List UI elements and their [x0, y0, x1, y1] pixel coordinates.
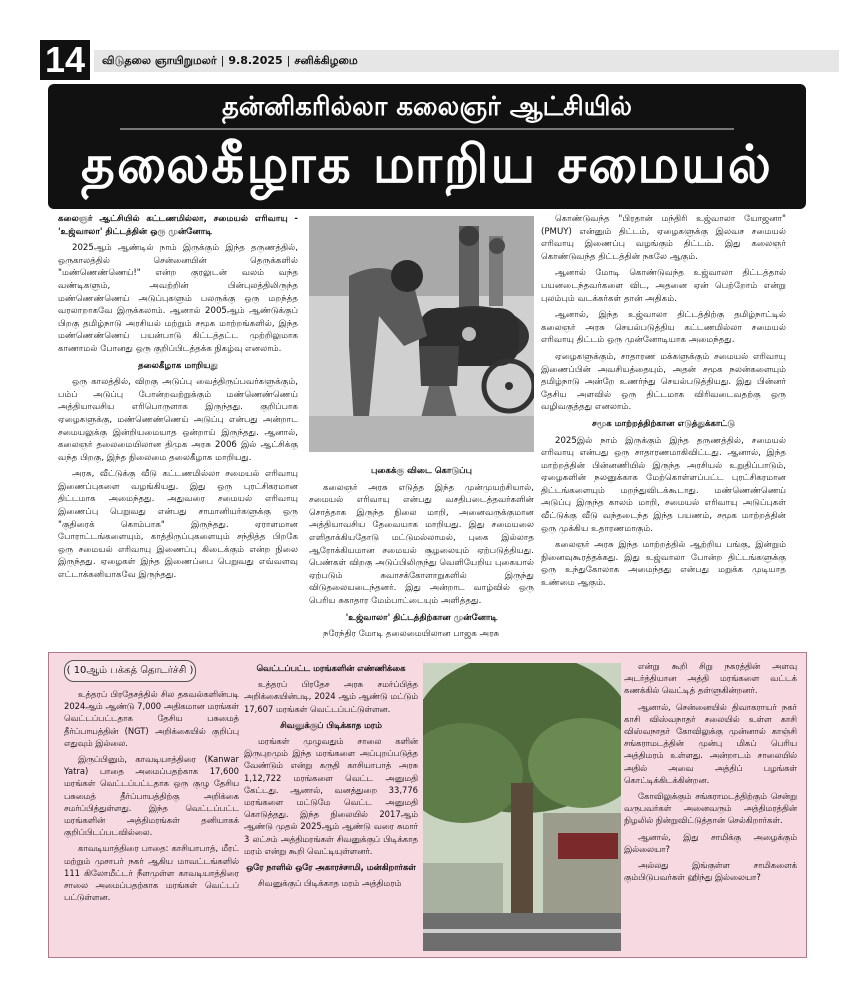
- article-column-1: [58, 213, 298, 683]
- main-headline: தலைகீழாக மாறிய சமையல்: [81, 135, 773, 195]
- body-paragraph: ஆனால், இது சாமிக்கு அழைக்கும் இல்லையா?: [624, 831, 797, 854]
- body-paragraph: காவடியாத்திரை பாதை: காசியாபாத், மீரட் மற்றும் முசாபர் நகர் ஆகிய மாவட்டங்களில் 111 கிலோமீட்டர் நீளமுள்ள காவடியாத்திரை சாலை அமைப்பதற்காக மரங்கள் வெட்டப் பட்டுள்ளன.: [64, 843, 239, 903]
- body-paragraph: அல்லது இங்குள்ள சாமிகளைக் கும்பிடுபவர்கள் ஹிந்து இல்லையா?: [624, 860, 797, 883]
- lead-paragraph: கலைஞர் ஆட்சியில் கட்டணமில்லா, சமையல் எரிவாயு - 'உஜ்வாலா' திட்டத்தின் ஒரு முன்னோடி: [58, 214, 298, 237]
- body-paragraph: ஆனால், இந்த உஜ்வாலா திட்டத்திற்கு தமிழ்நாட்டில் கலைஞர் அரசு செயல்படுத்திய கட்டணமில்லா சமையல் எரிவாயு திட்டம் ஒரு முன்னோடியாக அமைந்தது.: [541, 310, 786, 346]
- body-paragraph: கொண்டுவந்த "பிரதான் மந்திரி உஜ்வாலா யோஜனா" (PMUY) என்னும் திட்டம், ஏழைகளுக்கு இலவச சமையல் எரிவாயு இணைப்பு வழங்கும் திட்டம். இது கலைஞர் கொண்டுவந்த திட்டத்தின் நகலே ஆகும்.: [541, 214, 786, 262]
- subheading: வெட்டப்பட்ட மரங்களின் எண்ணிக்கை: [256, 663, 406, 673]
- body-paragraph: என்று கூறி சிறு நகரத்தின் அளவு அடர்த்தியான அத்தி மரங்களை வட்டக் கணக்கில் வெட்டித் தள்ளுகின்றனர்.: [624, 661, 797, 696]
- body-paragraph: ஆனால், சென்னையில் திவாகராயர் நகர் காசி விஸ்வநாதர் சலையில் உள்ள காசி விஸ்வநாதர் கோவிலுக்கு முன்னால் காஞ்சி சங்கராமடத்தின் முன்பு மிகப் பெரிய அத்திமரம் உள்ளது. அன்றாடம் சாலையில் அதில் அவை அத்திப் பழங்கள் கொட்டிக்கிடக்கின்றன.: [624, 701, 797, 785]
- article-column-3: [541, 213, 786, 683]
- subheading: சமூக மாற்றத்திற்கான எடுத்துக்காட்டு: [591, 418, 736, 429]
- subheading: ஒரே நாளில் ஒரே அகாரச்சாமி, மன்கிறார்கள்: [246, 862, 416, 873]
- fig-tree-street-photo: [423, 663, 621, 951]
- subheading: புகைக்கு விடை கொடுப்பு: [371, 466, 472, 476]
- kerosene-cart-illustration: [309, 216, 534, 452]
- banner-divider: [120, 128, 734, 130]
- page-number: 14: [40, 40, 90, 80]
- issue-date: 9.8.2025: [228, 54, 283, 67]
- body-paragraph: உத்தரப் பிரதேசத்தில் சில தகவல்களின்படி 2024ஆம் ஆண்டு 7,000 அதிகமான மரங்கள் வெட்டப்பட்டதாக தேசிய பசுமைத் தீர்ப்பாயத்தின் (NGT) அறிக்கையில் குறிப்பு எதுவும் இல்லை.: [64, 689, 239, 748]
- continuation-column-2: [244, 660, 418, 956]
- subheading: சிவனுக்குப் பிடிக்காத மரம்: [280, 719, 382, 730]
- body-paragraph: நரேந்திர மோடி தலைமையிலான பாஜக அரசு: [323, 629, 500, 640]
- body-paragraph: கலைஞர் அரசு எடுத்த இந்த முன்முயற்சியால், சமையல் எரிவாயு என்பது வசதிபடைத்தவர்களின் சொத்தாக இருந்த நிலை மாறி, அனைவருக்குமான அத்தியாவசிய தேவையாக மாறியது. இது சமையலை எளிதாக்கியதோடு மட்டுமல்லாமல், புகை இல்லாத ஆரோக்கியமான சமையல் சூழலையும் ஏற்படுத்தியது. பெண்கள் விறகு அடுப்பிலிருந்து வெளியேறிய புகையால் ஏற்படும் சுவாசக்கோளாறுகளில் இருந்து விடுதலையடைந்தனர். இது அன்றாட வாழ்வில் ஒரு பெரிய சுகாதார மேம்பாட்டையும் அளித்தது.: [309, 482, 534, 606]
- subheading: 'உஜ்வாலா' திட்டத்திற்கான முன்னோடி: [345, 612, 498, 623]
- article-column-2: [309, 463, 534, 683]
- body-paragraph: ஆனால் மோடி கொண்டுவந்த உஜ்வாலா திட்டத்தால் பயனடைந்தவர்களை விட, அதனை ஏன் பெற்றோம் என்று புலம்பும் வடக்கர்கள் தான் அதிகம்.: [541, 268, 786, 304]
- continuation-column-1: [64, 688, 239, 956]
- body-paragraph: ஏழைகளுக்கும், சாதாரண மக்களுக்கும் சமையல் எரிவாயு இணைப்பின் அவசியத்தையும், அதன் சமூக நலன்களையும் தமிழ்நாடு அன்றே உணர்ந்து செயல்படுத்தியது. இது பின்னர் தேசிய அளவில் ஒரு திட்டமாக விரிவடைவதற்கு ஒரு வழிவகுத்தது எனலாம்.: [541, 351, 786, 413]
- body-paragraph: 2025இல் நாம் இருக்கும் இந்த தருணத்தில், சமையல் எரிவாயு என்பது ஒரு சாதாரணமாகிவிட்டது. ஆனால், இந்த மாற்றத்தின் பின்னணியில் இருந்த அரசியல் உறுதிப்பாடும், ஏழைகளின் நலனுக்காக மேற்கொள்ளப்பட்ட புரட்சிகரமான திட்டங்களையும் மறந்துவிடக்கூடாது. மண்ணெண்ணெய் அடுப்பு இருந்த காலம் மாறி, சமையல் எரிவாயு அடுப்புகள் வீட்டுக்கு வீடு வந்தடைந்த இந்த பயணம், சமூக மாற்றத்தின் ஒரு முக்கிய உதாரணமாகும்.: [541, 435, 786, 534]
- body-paragraph: அரசு, வீட்டுக்கு வீடு கட்டணமில்லா சமையல் எரிவாயு இணைப்புகளை வழங்கியது. இது ஒரு புரட்சிகரமான திட்டமாக அமைந்தது. அதுவரை சமையல் எரிவாயு இணைப்பு பெறுவது என்பது சாமானியர்களுக்கு ஒரு "குதிரைக் கொம்பாக" இருந்தது. ஏராளமான போராட்டங்களையும், காத்திருப்புகளையும் சந்தித்த பிறகே ஒரு சமையல் எரிவாயு இணைப்பு கிடைக்கும் என்ற நிலை இருந்தது. ஏழைகள் இந்த இணைப்பை பெறுவது எவ்வளவு எட்டாக்கனியாகவே இருந்தது.: [58, 469, 298, 581]
- continued-from-label: ( 10ஆம் பக்கத் தொடர்ச்சி ): [64, 660, 196, 682]
- body-paragraph: சிவனுக்குப் பிடிக்காத மரம் அத்திமரம்: [258, 878, 402, 889]
- subheading: தலைகீழாக மாறியது: [138, 360, 218, 371]
- page-header-strip: விடுதலை ஞாயிறுமலர் | 9.8.2025 | சனிக்கிழமை: [94, 50, 839, 72]
- body-paragraph: உத்தரப் பிரதேச அரசு சமர்ப்பித்த அறிக்கையின்படி, 2024 ஆம் ஆண்டு மட்டும் 17,607 மரங்கள் வெட்டப்பட்டுள்ளன.: [244, 679, 418, 714]
- body-paragraph: கலைஞர் அரசு இந்த மாற்றத்தில் ஆற்றிய பங்கு, இன்றும் நினைவுகூரத்தக்கது. இது உஜ்வாலா போன்ற திட்டங்களுக்கு ஒரு உந்துகோலாக அமைந்தது என்பது மறுக்க முடியாத உண்மை ஆகும்.: [541, 540, 786, 589]
- body-paragraph: கோவிலுக்கும் சங்கராமடத்திற்கும் சென்று வருபவர்கள் அனைவரும் அத்திமரத்தின் நிழலில் நின்றுவிட்டுத்தான் செல்கிறார்கள்.: [624, 791, 797, 826]
- body-paragraph: ஒரு காலத்தில், விறகு அடுப்பு வைத்திருப்பவர்களுக்கும், பம்ப் அடுப்பு போன்றவற்றுக்கும் மண்ணெண்ணெய் அத்தியாவசிய எரிபொருளாக இருந்தது. குறிப்பாக ஏழைகளுக்கு, மண்ணெண்ணெய் அடுப்பு என்பது அன்றாட சமையலுக்கு இன்றியமையாத ஒன்றாய் இருந்தது. ஆனால், கலைஞர் தலைமையிலான திமுக அரசு 2006 இல் ஆட்சிக்கு வந்த பிறகு, இந்த நிலைமை தலைகீழாக மாறியது.: [58, 377, 298, 463]
- body-paragraph: இருப்பினும், காவடியாத்திரை (Kanwar Yatra) பாதை அமைப்பதற்காக 17,600 மரங்கள் வெட்டப்பட்டதாக ஒரு குழு தேசிய பசுமைத் தீர்ப்பாயத்திற்கு அறிக்கை சமர்ப்பித்துள்ளது. இந்த வெட்டப்பட்ட மரங்களின் அத்திமரங்கள் தனியாகக் குறிப்பிடப்படவில்லை.: [64, 754, 239, 838]
- issue-day: சனிக்கிழமை: [294, 54, 358, 67]
- paper-name: விடுதலை ஞாயிறுமலர்: [102, 54, 217, 67]
- kerosene-cart-photo: [309, 216, 534, 452]
- body-paragraph: 2025ஆம் ஆண்டில் நாம் இருக்கும் இந்த தருணத்தில், ஒருகாலத்தில் சென்னையின் தெருக்களில் "மண்ணெண்ணெய்!" என்ற குரலுடன் வலம் வந்த வண்டிகளும், அவற்றின் பின்புலத்திலிருந்த மண்ணெண்ணெய் அடுப்புகளும் பலருக்கு ஒரு மறந்த்த வரலாறாகவே இருக்கலாம். ஆனால் 2005ஆம் ஆண்டுக்குப் பிறகு தமிழ்நாடு அரசியல் மற்றும் சமூக மாற்றங்களில், இந்த மண்ணெண்ணெய் பயன்பாடு கிட்டத்தட்ட முற்றிலுமாக காணாமல் போனது ஒரு குறிப்பிடத்தக்க நிகழ்வு எனலாம்.: [58, 243, 298, 354]
- headline-kicker: தன்னிகரில்லா கலைஞர் ஆட்சியில்: [222, 92, 632, 122]
- body-paragraph: மரங்கள் முழுவதும் சாலை களின் இருபுறமும் இந்த மரங்களை அப்புறப்படுத்த வேண்டும் என்று கருதி காசியாபாத் அரசு 1,12,722 மரங்களை வெட்ட அனுமதி கேட்டது. ஆனால், வனத்துறை 33,776 மரங்களை மட்டுமே வெட்ட அனுமதி கொடுத்தது. இந்த நிலையில் 2017ஆம் ஆண்டு முதல் 2025ஆம் ஆண்டு வரை சுமார் 3 லட்சம் அத்திமரங்கள் சிவனுக்குப் பிடிக்காத மரம் என்று கூறி வெட்டியுள்ளனர்.: [244, 736, 418, 856]
- fig-tree-illustration: [423, 663, 621, 951]
- continuation-column-3: [624, 660, 797, 956]
